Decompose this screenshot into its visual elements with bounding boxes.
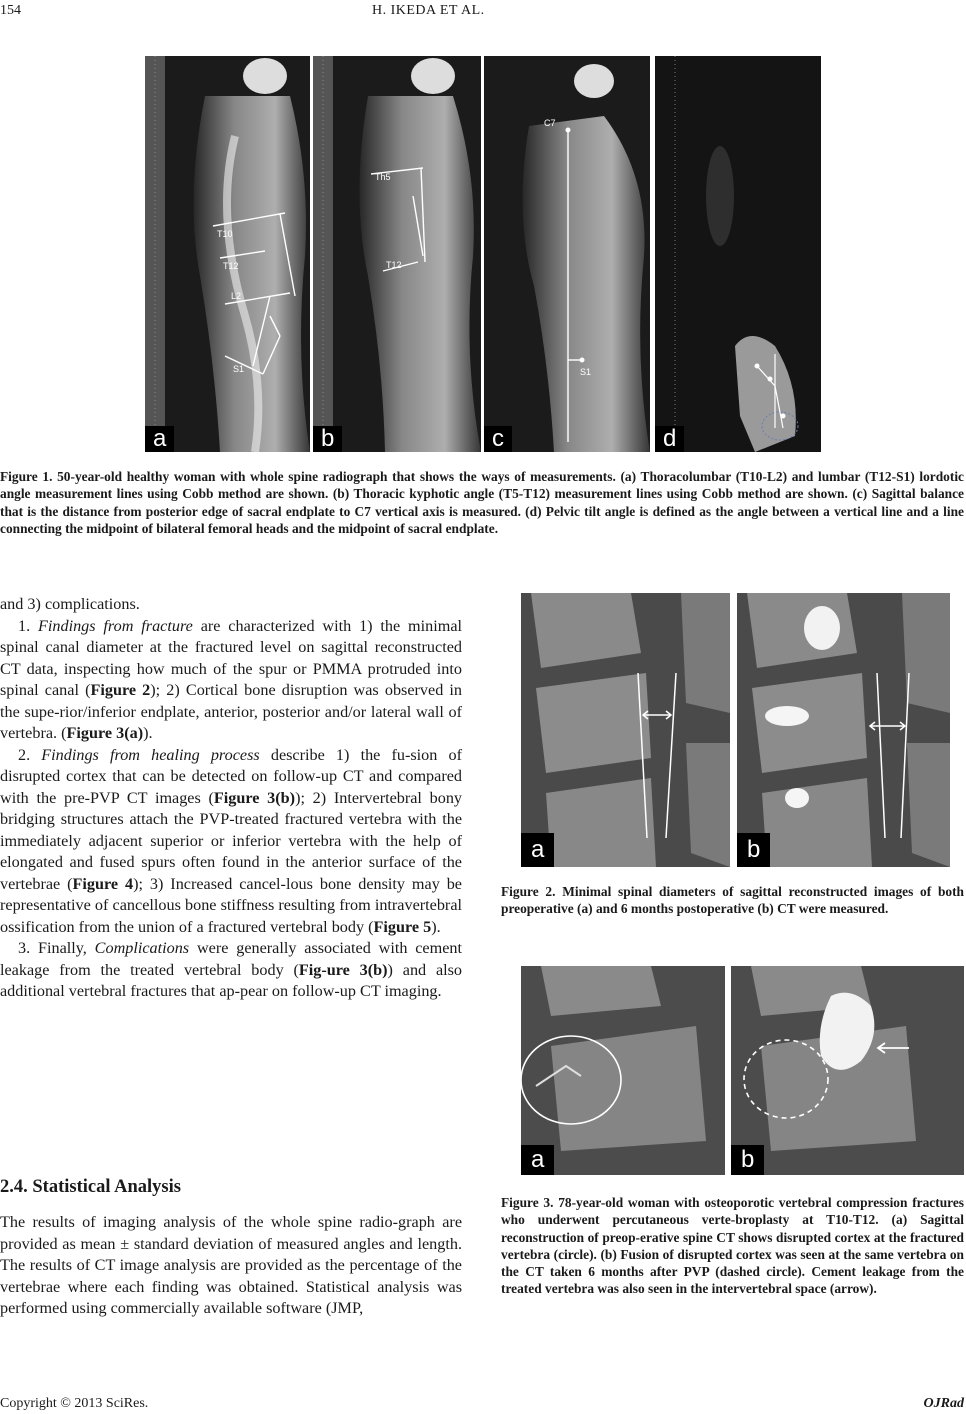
p2-prefix: 2. bbox=[18, 745, 42, 764]
ct-panel-2a bbox=[521, 593, 730, 867]
p2-text-d: ); 3) Increased cancel-lous bone density may be representative of cancellous bone stiffness resulting from intravertebral ossification from the union of a fractured vertebral body ( bbox=[0, 874, 462, 936]
panel-label-a: a bbox=[145, 426, 174, 452]
panel-label-2a: a bbox=[521, 833, 554, 867]
panel-label-b: b bbox=[313, 426, 342, 452]
ct-image-2b bbox=[737, 593, 950, 867]
figure-3-caption: Figure 3. 78-year-old woman with osteoporotic vertebral compression fractures who underwent percutaneous verte-broplasty at T10-T12. (a) Sagittal reconstruction of preop-erative spine CT shows disrupted cortex at the fractured vertebra (circle). (b) Fusion of disrupted cortex was seen at the same vertebra on the CT taken 6 months after PVP (dashed circle). Cement leakage from the treated vertebra was also seen in the intervertebral space (arrow). bbox=[501, 1195, 964, 1297]
figure-1-caption: Figure 1. 50-year-old healthy woman with whole spine radiograph that shows the ways of measurements. (a) Thoracolumbar (T10-L2) and lumbar (T12-S1) lordotic angle measurement lines using Cobb method are shown. (b) Thoracic kyphotic angle (T5-T12) measurement lines using Cobb method are shown. (c) Sagittal balance that is the distance from posterior edge of sacral endplate to C7 vertical axis is measured. (d) Pelvic tilt angle is defined as the angle between a vertical line and a line connecting the midpoint of bilateral femoral heads and the midpoint of sacral endplate. bbox=[0, 469, 964, 536]
paragraph-2 bbox=[0, 745, 462, 939]
p1-text-a: are characterized with 1) the minimal spinal canal diameter at the fractured level on sagittal reconstructed CT data, inspecting how much of the spur or PMMA protruded into spinal canal ( bbox=[0, 616, 463, 699]
footer-copyright: Copyright © 2013 SciRes. bbox=[0, 1396, 149, 1411]
section-title: 2.4. Statistical Analysis bbox=[0, 1177, 181, 1197]
panel-label-c: c bbox=[484, 426, 512, 452]
p1-text-d: ). bbox=[143, 724, 153, 742]
p2-figure-ref-2[interactable]: Figure 4 bbox=[72, 874, 134, 893]
page-number: 154 bbox=[0, 3, 21, 18]
ct-image-3b bbox=[731, 966, 964, 1175]
ct-panel-2b bbox=[737, 593, 950, 867]
ct-image-3a bbox=[521, 966, 725, 1175]
ct-image-2a bbox=[521, 593, 730, 867]
xray-panel-d bbox=[655, 56, 821, 452]
label-s1: S1 bbox=[233, 364, 245, 374]
p2-text-e: ). bbox=[431, 917, 441, 936]
panel-label-3a: a bbox=[521, 1145, 554, 1175]
running-title: H. IKEDA ET AL. bbox=[372, 3, 485, 18]
paragraph-0: and 3) complications. bbox=[0, 595, 140, 613]
p1-figure-ref-2[interactable]: Figure 3(a) bbox=[66, 724, 144, 742]
footer-journal: OJRad bbox=[923, 1396, 964, 1411]
label-l2: L2 bbox=[231, 291, 242, 301]
label-c7: C7 bbox=[544, 118, 556, 128]
panel-label-d: d bbox=[655, 426, 684, 452]
p1-figure-ref-1[interactable]: Figure 2 bbox=[90, 681, 151, 699]
p3-text-a: were generally associated with cement leakage from the treated vertebral body ( bbox=[0, 939, 462, 979]
label-s1-c: S1 bbox=[580, 367, 592, 377]
panel-label-3b: b bbox=[731, 1145, 764, 1175]
paragraph-3 bbox=[0, 938, 462, 1003]
p2-italic: Findings from healing process bbox=[41, 745, 260, 764]
p2-figure-ref-1[interactable]: Figure 3(b) bbox=[213, 788, 296, 807]
ct-panel-3a bbox=[521, 966, 725, 1175]
body-text bbox=[0, 594, 462, 1003]
p3-prefix: 3. Finally, bbox=[18, 939, 95, 957]
xray-image-d bbox=[655, 56, 821, 452]
label-t10: T10 bbox=[217, 229, 233, 239]
body-text-section bbox=[0, 1212, 462, 1320]
p1-prefix: 1. bbox=[18, 616, 39, 635]
p2-text-c: ); 2) Intervertebral bony bridging structures attach the PVP-treated fractured vertebra with the immediately adjacent superior or inferior vertebra with the help of elongated and fused spurs often found in the anterior surface of the vertebrae ( bbox=[0, 788, 463, 893]
label-th5: Th5 bbox=[375, 172, 391, 182]
xray-panel-b bbox=[313, 56, 481, 452]
xray-image-b bbox=[313, 56, 481, 452]
xray-panel-a bbox=[145, 56, 310, 452]
label-t12: T12 bbox=[223, 261, 239, 271]
xray-panel-c bbox=[484, 56, 650, 452]
xray-image-c bbox=[484, 56, 650, 452]
paragraph-4: The results of imaging analysis of the whole spine radio-graph are provided as mean ± standard deviation of measured angles and length. The results of CT image analysis are provided as the percentage of the vertebrae where each finding was obtained. Statistical analysis was performed using commercially available software (JMP, bbox=[0, 1213, 462, 1317]
paragraph-1 bbox=[0, 616, 462, 745]
label-t12-b: T12 bbox=[386, 260, 402, 270]
figure-2-caption: Figure 2. Minimal spinal diameters of sagittal reconstructed images of both preoperative (a) and 6 months postoperative (b) CT were measured. bbox=[501, 884, 964, 917]
p2-text-a: describe 1) the fu-sion of disrupted cortex that can be detected on follow-up CT and compared with the pre-PVP CT images ( bbox=[0, 745, 462, 807]
p1-italic: Findings from fracture bbox=[38, 616, 193, 635]
p1-text-c: ); 2) Cortical bone disruption was observed in the supe-rior/inferior endplate, anterior, posterior and/or lateral wall of vertebra. ( bbox=[0, 681, 463, 742]
xray-image-a bbox=[145, 56, 310, 452]
p2-figure-ref-3[interactable]: Figure 5 bbox=[373, 917, 432, 936]
p3-text-c: ) and also additional vertebral fractures that ap-pear on follow-up CT imaging. bbox=[0, 960, 463, 1000]
panel-label-2b: b bbox=[737, 833, 770, 867]
p3-figure-ref-1[interactable]: Fig-ure 3(b) bbox=[298, 960, 388, 979]
ct-panel-3b bbox=[731, 966, 964, 1175]
p3-italic: Complications bbox=[94, 939, 190, 957]
